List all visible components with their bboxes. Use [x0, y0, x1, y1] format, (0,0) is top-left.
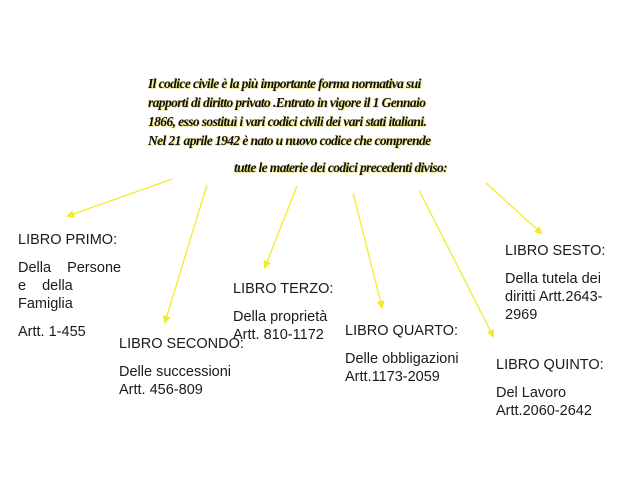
book-description: Della Persone e della Famiglia: [18, 260, 122, 312]
book-articles: Artt. 456-809: [119, 382, 203, 398]
book-description: Del Lavoro Artt.2060-2642: [496, 385, 592, 419]
libro-quinto-box: [496, 356, 626, 420]
book-title: LIBRO PRIMO:: [18, 232, 118, 248]
arrow-to-libro-quinto: [419, 190, 493, 336]
arrow-to-libro-secondo: [165, 185, 207, 322]
arrow-to-libro-quarto: [353, 193, 382, 307]
book-description: Della proprietà Artt. 810-1172: [233, 309, 328, 343]
book-title: LIBRO QUARTO:: [345, 323, 459, 339]
book-description: Delle obbligazioni Artt.1173-2059: [345, 351, 459, 385]
arrow-to-libro-sesto: [486, 183, 541, 233]
book-title: LIBRO QUINTO:: [496, 357, 604, 373]
libro-quarto-box: [345, 322, 480, 386]
headline-line: tutte le materie dei codici precedenti diviso:: [233, 160, 448, 175]
arrow-to-libro-primo: [68, 179, 172, 216]
book-description: Delle successioni: [119, 364, 232, 380]
book-description: Della tutela dei diritti Artt.2643-2969: [505, 271, 603, 323]
book-articles: Artt. 1-455: [18, 324, 86, 340]
arrow-to-libro-terzo: [265, 186, 297, 267]
book-title: LIBRO SECONDO:: [119, 336, 244, 352]
headline-line: rapporti di diritto privato .Entrato in vigore il 1 Gennaio: [148, 95, 426, 110]
libro-terzo-box: [233, 280, 343, 344]
headline-line: 1866, esso sostituì i vari codici civili dei vari stati italiani.: [148, 114, 427, 129]
book-title: LIBRO TERZO:: [233, 281, 334, 297]
libro-sesto-box: [505, 242, 630, 324]
headline-line: Nel 21 aprile 1942 è nato u nuovo codice che comprende: [148, 133, 431, 148]
libro-secondo-box: [119, 335, 249, 399]
libro-primo-box: [18, 231, 133, 341]
headline-line: Il codice civile è la più importante forma normativa sui: [148, 76, 421, 91]
book-title: LIBRO SESTO:: [505, 243, 606, 259]
